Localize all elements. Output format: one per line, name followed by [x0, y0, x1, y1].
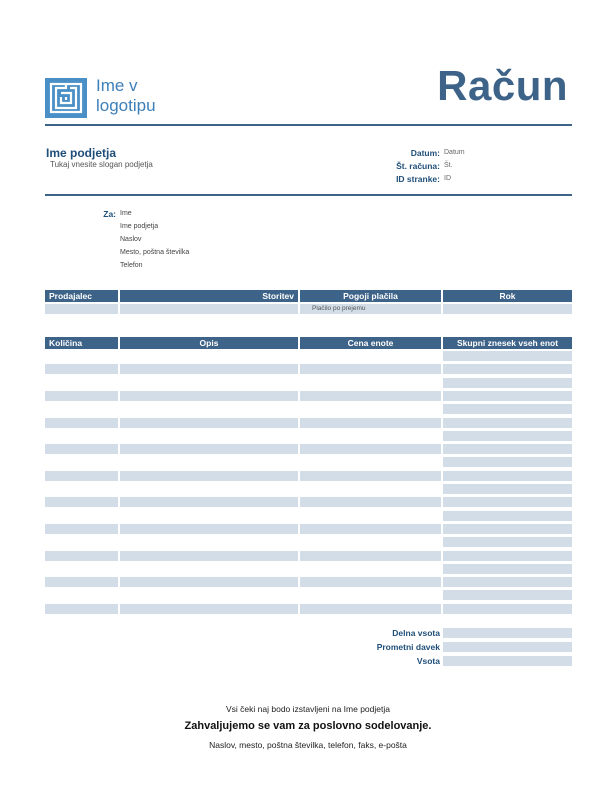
tax-cell[interactable] [443, 642, 572, 652]
item-cell[interactable] [300, 457, 441, 467]
item-cell[interactable] [120, 404, 298, 414]
item-cell[interactable] [443, 590, 572, 600]
item-cell[interactable] [120, 590, 298, 600]
item-cell[interactable] [300, 378, 441, 388]
item-cell[interactable] [300, 391, 441, 401]
item-cell[interactable] [45, 511, 118, 521]
item-cell[interactable] [443, 471, 572, 481]
item-cell[interactable] [443, 551, 572, 561]
item-cell[interactable] [120, 444, 298, 454]
item-cell[interactable] [45, 444, 118, 454]
checks-note: Vsi čeki naj bodo izstavljeni na Ime podjetja [226, 704, 390, 714]
service-cell[interactable] [120, 304, 298, 314]
item-cell[interactable] [300, 511, 441, 521]
item-cell[interactable] [443, 444, 572, 454]
customer-id-label: ID stranke: [396, 174, 440, 184]
item-cell[interactable] [120, 431, 298, 441]
company-contact: Naslov, mesto, poštna številka, telefon, faks, e-pošta [209, 740, 407, 750]
item-cell[interactable] [300, 484, 441, 494]
item-cell[interactable] [443, 484, 572, 494]
item-cell[interactable] [45, 577, 118, 587]
item-cell[interactable] [443, 524, 572, 534]
item-cell[interactable] [443, 351, 572, 361]
item-cell[interactable] [443, 457, 572, 467]
item-cell[interactable] [120, 484, 298, 494]
item-cell[interactable] [300, 537, 441, 547]
customer-id-value: ID [444, 175, 451, 182]
item-cell[interactable] [300, 590, 441, 600]
item-cell[interactable] [300, 431, 441, 441]
item-cell[interactable] [45, 604, 118, 614]
item-cell[interactable] [300, 351, 441, 361]
item-cell[interactable] [300, 564, 441, 574]
item-cell[interactable] [45, 431, 118, 441]
item-cell[interactable] [443, 418, 572, 428]
item-cell[interactable] [45, 497, 118, 507]
item-cell[interactable] [300, 497, 441, 507]
quantity-header: Količina [45, 337, 118, 349]
item-cell[interactable] [120, 511, 298, 521]
line-total-header: Skupni znesek vseh enot [443, 337, 572, 349]
section-divider [45, 194, 572, 196]
item-cell[interactable] [443, 364, 572, 374]
subtotal-cell[interactable] [443, 628, 572, 638]
item-cell[interactable] [443, 537, 572, 547]
maze-logo-icon [45, 78, 87, 118]
item-cell[interactable] [120, 524, 298, 534]
item-cell[interactable] [443, 604, 572, 614]
description-header: Opis [120, 337, 298, 349]
item-cell[interactable] [120, 497, 298, 507]
item-cell[interactable] [300, 577, 441, 587]
item-cell[interactable] [120, 564, 298, 574]
item-cell[interactable] [443, 564, 572, 574]
item-cell[interactable] [45, 590, 118, 600]
date-label: Datum: [410, 148, 440, 158]
item-cell[interactable] [300, 604, 441, 614]
due-date-header: Rok [443, 290, 572, 302]
payment-terms-header: Pogoji plačila [300, 290, 441, 302]
service-header: Storitev [120, 290, 298, 302]
item-cell[interactable] [45, 551, 118, 561]
to-phone: Telefon [120, 262, 143, 269]
due-date-cell[interactable] [443, 304, 572, 314]
item-cell[interactable] [443, 497, 572, 507]
unit-price-header: Cena enote [300, 337, 441, 349]
subtotal-label: Delna vsota [392, 628, 440, 638]
salesperson-cell[interactable] [45, 304, 118, 314]
salesperson-header: Prodajalec [45, 290, 118, 302]
payment-terms-cell[interactable]: Plačilo po prejemu [300, 304, 441, 314]
date-value: Datum [444, 149, 465, 156]
item-cell[interactable] [120, 577, 298, 587]
item-cell[interactable] [120, 551, 298, 561]
item-cell[interactable] [300, 524, 441, 534]
item-cell[interactable] [300, 471, 441, 481]
logo-text-line2: logotipu [96, 96, 156, 115]
to-label: Za: [103, 209, 116, 219]
item-cell[interactable] [45, 364, 118, 374]
company-slogan: Tukaj vnesite slogan podjetja [50, 160, 153, 169]
item-cell[interactable] [45, 418, 118, 428]
item-cell[interactable] [120, 537, 298, 547]
item-cell[interactable] [300, 551, 441, 561]
item-cell[interactable] [45, 484, 118, 494]
item-cell[interactable] [443, 577, 572, 587]
company-name: Ime podjetja [46, 146, 117, 160]
item-cell[interactable] [120, 457, 298, 467]
logo-text [96, 76, 196, 116]
to-name: Ime [120, 210, 132, 217]
item-cell[interactable] [120, 364, 298, 374]
item-cell[interactable] [120, 418, 298, 428]
to-address: Naslov [120, 236, 142, 243]
item-cell[interactable] [45, 457, 118, 467]
total-label: Vsota [416, 656, 440, 666]
item-cell[interactable] [120, 471, 298, 481]
item-cell[interactable] [45, 537, 118, 547]
item-cell[interactable] [120, 351, 298, 361]
item-cell[interactable] [45, 391, 118, 401]
to-company: Ime podjetja [120, 223, 159, 230]
item-cell[interactable] [300, 444, 441, 454]
item-cell[interactable] [443, 404, 572, 414]
item-cell[interactable] [45, 351, 118, 361]
tax-label: Prometni davek [376, 642, 440, 652]
item-cell[interactable] [443, 391, 572, 401]
invoice-title: Račun [437, 62, 568, 109]
item-cell[interactable] [45, 404, 118, 414]
to-city: Mesto, poštna številka [120, 249, 190, 256]
header-divider [45, 124, 572, 126]
item-cell[interactable] [443, 511, 572, 521]
item-cell[interactable] [120, 391, 298, 401]
item-cell[interactable] [300, 364, 441, 374]
item-cell[interactable] [443, 431, 572, 441]
item-cell[interactable] [443, 378, 572, 388]
item-cell[interactable] [45, 378, 118, 388]
item-cell[interactable] [45, 524, 118, 534]
item-cell[interactable] [120, 604, 298, 614]
invoice-number-value: Št. [444, 162, 453, 169]
logo-text-line1: Ime v [96, 76, 138, 95]
item-cell[interactable] [120, 378, 298, 388]
item-cell[interactable] [300, 404, 441, 414]
item-cell[interactable] [45, 471, 118, 481]
item-cell[interactable] [45, 564, 118, 574]
item-cell[interactable] [300, 418, 441, 428]
thank-you-note: Zahvaljujemo se vam za poslovno sodelovanje. [184, 720, 432, 732]
invoice-number-label: Št. računa: [396, 161, 440, 171]
total-cell[interactable] [443, 656, 572, 666]
